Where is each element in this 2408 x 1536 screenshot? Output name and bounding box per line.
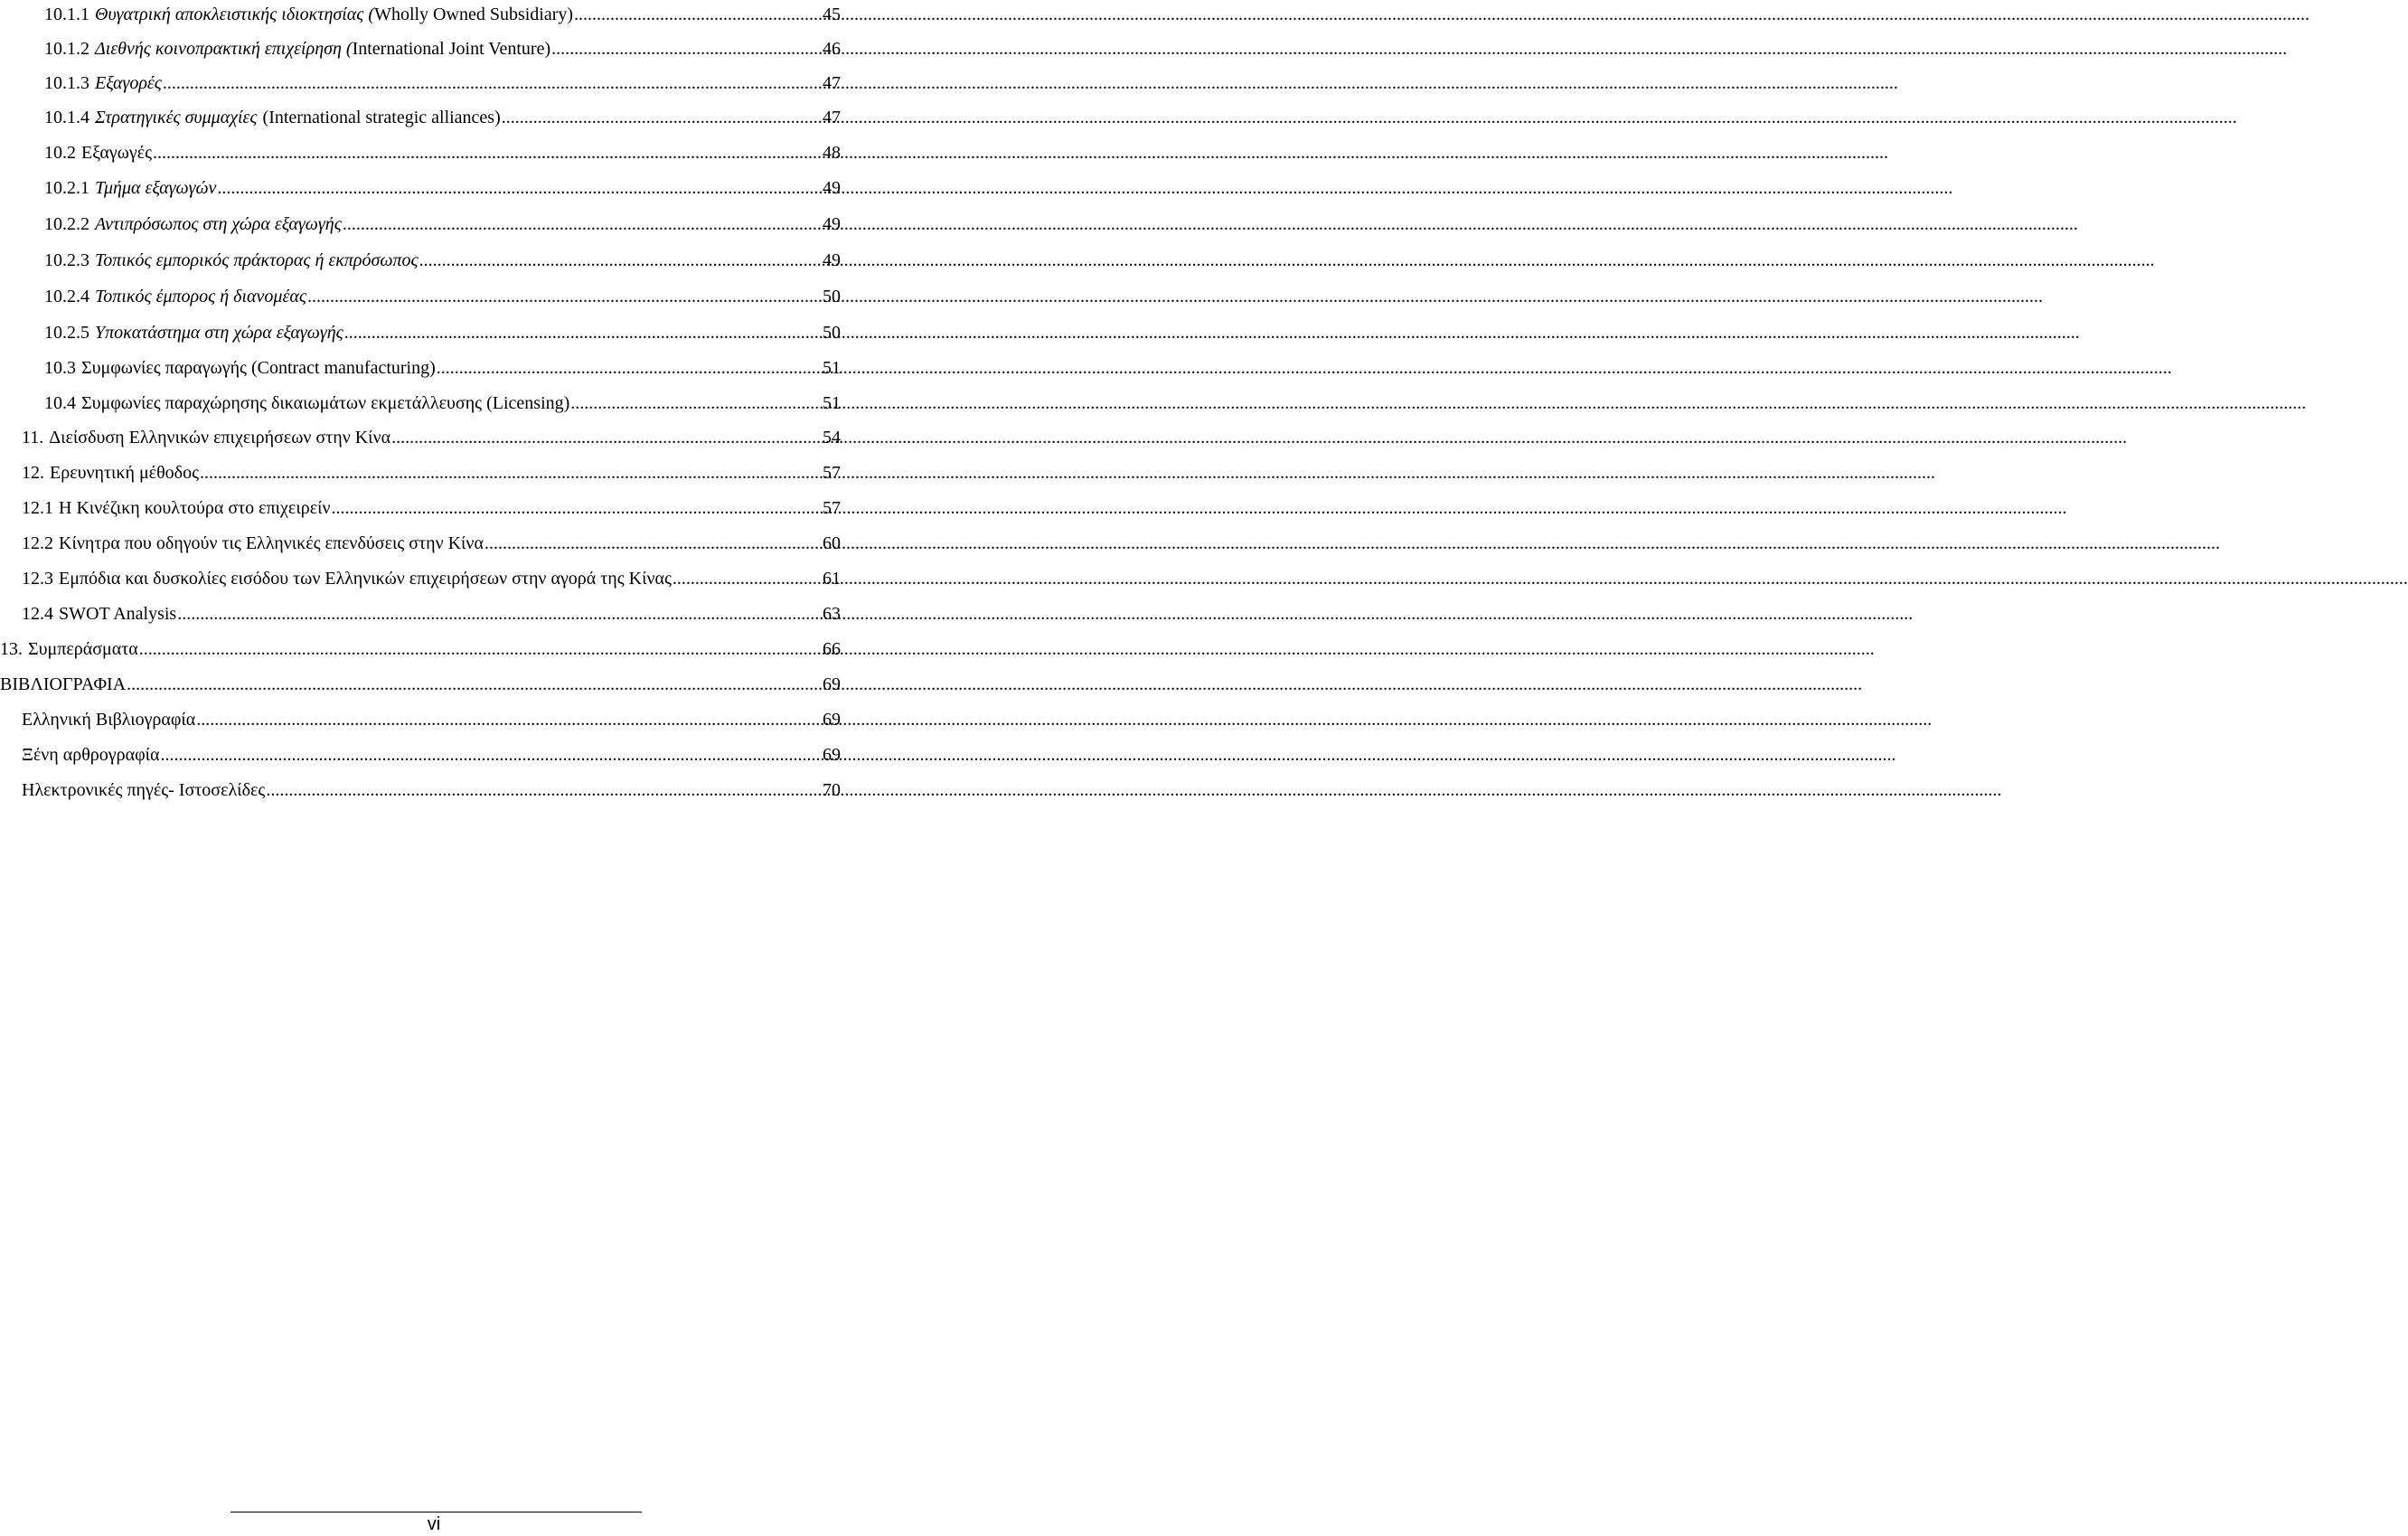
dot-leader [419,250,822,271]
toc-entry[interactable] [44,286,841,307]
dot-leader [391,427,822,448]
toc-entry-page: 66 [823,639,841,659]
toc-entry-number: 11. [22,428,44,448]
toc-entry-text: Ερευνητική μέθοδος [50,463,199,483]
toc-entry-text: Συμφωνίες παραγωγής (Contract manufacturing) [81,358,436,378]
toc-entry-number: 12. [22,463,44,483]
toc-entry-text: ΒΙΒΛΙΟΓΡΑΦΙΑ [0,674,127,694]
toc-entry-title [44,322,343,344]
toc-entry-page: 48 [823,143,841,163]
dot-leader [574,4,822,25]
dot-leader [196,709,822,730]
dot-leader [153,142,822,164]
toc-entry-text: Κίνητρα που οδηγούν τις Ελληνικές επενδύσεις στην Κίνα [59,533,484,553]
toc-entry-title [22,497,331,519]
dot-leader [200,462,822,484]
toc-entry-text: Διείσδυση Ελληνικών επιχειρήσεων στην Κίνα [49,428,391,448]
toc-entry-text: Αντιπρόσωπος στη χώρα εξαγωγής [95,214,342,234]
toc-entry-number: 10.4 [44,393,76,413]
toc-entry-page: 60 [823,533,841,553]
toc-entry-page: 47 [823,73,841,93]
toc-entry-page: 49 [823,250,841,270]
toc-entry-text-suffix: International Joint Venture) [352,39,551,59]
toc-entry-page: 45 [823,5,841,24]
dot-leader [484,532,822,554]
toc-entry-page: 51 [823,393,841,413]
toc-entry[interactable] [44,213,841,235]
dot-leader [307,286,822,307]
toc-entry-text: Εξαγωγές [81,143,153,163]
toc-entry-number: 10.1.1 [44,5,89,24]
table-of-contents [0,0,868,1536]
toc-entry-page: 54 [823,428,841,448]
toc-entry-title [0,638,138,660]
toc-entry-title [44,4,573,25]
toc-entry-title [44,213,342,235]
toc-entry-number: 10.1.4 [44,108,89,127]
toc-entry-title [22,532,484,554]
toc-entry[interactable] [22,779,841,801]
toc-entry-number: 12.4 [22,604,53,624]
toc-entry-title [44,357,436,379]
toc-entry-page: 61 [823,569,841,589]
toc-entry[interactable] [22,709,841,730]
toc-entry-text: Ηλεκτρονικές πηγές- Ιστοσελίδες [22,780,266,800]
toc-entry[interactable] [44,142,841,164]
dot-leader [343,213,822,235]
toc-entry-text: Τοπικός έμπορος ή διανομέας [95,287,306,306]
toc-entry-number: 10.3 [44,358,76,378]
toc-entry[interactable] [44,250,841,271]
toc-entry[interactable] [44,107,841,128]
toc-entry-title [22,568,672,589]
toc-entry[interactable] [44,72,841,94]
toc-entry-title [44,72,162,94]
dot-leader [139,638,822,660]
toc-entry-title [44,142,152,164]
toc-entry-number: 10.2.4 [44,287,89,306]
toc-entry[interactable] [22,744,841,766]
toc-entry[interactable] [44,392,841,414]
toc-entry-text: Συμφωνίες παραχώρησης δικαιωμάτων εκμετάλλευσης (Licensing) [81,393,570,413]
toc-entry-title [44,107,501,128]
toc-entry[interactable] [22,603,841,625]
dot-leader [570,392,822,414]
toc-entry[interactable] [22,532,841,554]
toc-entry-text: Υποκατάστημα στη χώρα εξαγωγής [95,323,343,343]
toc-entry-page: 50 [823,287,841,306]
dot-leader [344,322,822,344]
toc-entry-title [44,250,419,271]
toc-entry[interactable] [44,177,841,199]
toc-entry-number: 10.2 [44,143,76,163]
dot-leader [332,497,822,519]
toc-entry[interactable] [22,568,841,589]
toc-entry[interactable] [22,427,841,448]
toc-entry-text: Εξαγορές [95,73,162,93]
toc-entry-text: Στρατηγικές συμμαχίες [95,108,258,127]
toc-entry-page: 69 [823,674,841,694]
dot-leader [437,357,822,379]
dot-leader [266,779,822,801]
toc-entry-title [44,38,550,60]
toc-entry-title [22,709,195,730]
toc-entry-page: 70 [823,780,841,800]
toc-entry-page: 57 [823,498,841,518]
toc-entry[interactable] [44,322,841,344]
toc-entry-text: Τοπικός εμπορικός πράκτορας ή εκπρόσωπος [95,250,419,270]
toc-entry[interactable] [44,38,841,60]
toc-entry-text: SWOT Analysis [59,604,177,624]
toc-entry-page: 63 [823,604,841,624]
toc-entry-number: 12.2 [22,533,53,553]
toc-entry-number: 10.1.2 [44,39,89,59]
toc-entry[interactable] [44,4,841,25]
toc-entry-title [44,392,569,414]
dot-leader [551,38,822,60]
toc-entry-number: 12.3 [22,569,53,589]
toc-entry-page: 46 [823,39,841,59]
page-number: vi [427,1514,441,1534]
toc-entry[interactable] [44,357,841,379]
toc-entry-text: Διεθνής κοινοπρακτική επιχείρηση ( [95,39,353,59]
toc-entry-number: 10.2.2 [44,214,89,234]
toc-entry-title [0,674,126,695]
toc-entry-text: Ξένη αρθρογραφία [22,745,160,765]
toc-entry-text: Συμπεράσματα [28,639,138,659]
toc-entry-number: 10.2.5 [44,323,89,343]
toc-entry-number: 10.2.3 [44,250,89,270]
toc-entry-text: Ελληνική Βιβλιογραφία [22,710,196,730]
toc-entry[interactable] [22,462,841,484]
dot-leader [160,744,822,766]
toc-entry-page: 47 [823,108,841,127]
toc-entry-page: 57 [823,463,841,483]
toc-entry-page: 51 [823,358,841,378]
dot-leader [177,603,822,625]
dot-leader [127,674,822,695]
toc-entry-number: 10.1.3 [44,73,89,93]
dot-leader [217,177,822,199]
toc-entry-text: Θυγατρική αποκλειστικής ιδιοκτησίας ( [95,5,375,24]
toc-entry-page: 49 [823,178,841,198]
toc-entry-text-suffix: Wholly Owned Subsidiary) [374,5,574,24]
toc-entry[interactable] [0,674,841,695]
toc-entry-page: 49 [823,214,841,234]
toc-entry-title [44,177,216,199]
toc-entry-number: 13. [0,639,23,659]
toc-entry-text: Η Κινέζικη κουλτούρα στο επιχειρείν [59,498,331,518]
toc-entry-title [22,744,159,766]
dot-leader [502,107,822,128]
dot-leader [673,568,822,589]
toc-entry-page: 69 [823,710,841,730]
toc-entry-text-suffix: (International strategic alliances) [262,108,501,127]
toc-entry-title [22,603,176,625]
toc-entry-title [22,462,199,484]
toc-entry-title [22,427,390,448]
dot-leader [163,72,822,94]
toc-entry[interactable] [0,638,841,660]
toc-entry-page: 50 [823,323,841,343]
toc-entry[interactable] [22,497,841,519]
toc-entry-page: 69 [823,745,841,765]
toc-entry-title [22,779,265,801]
toc-entry-number: 12.1 [22,498,53,518]
toc-entry-text: Εμπόδια και δυσκολίες εισόδου των Ελληνικών επιχειρήσεων στην αγορά της Κίνας [59,569,672,589]
toc-entry-text: Τμήμα εξαγωγών [95,178,217,198]
toc-entry-number: 10.2.1 [44,178,89,198]
toc-entry-title [44,286,306,307]
